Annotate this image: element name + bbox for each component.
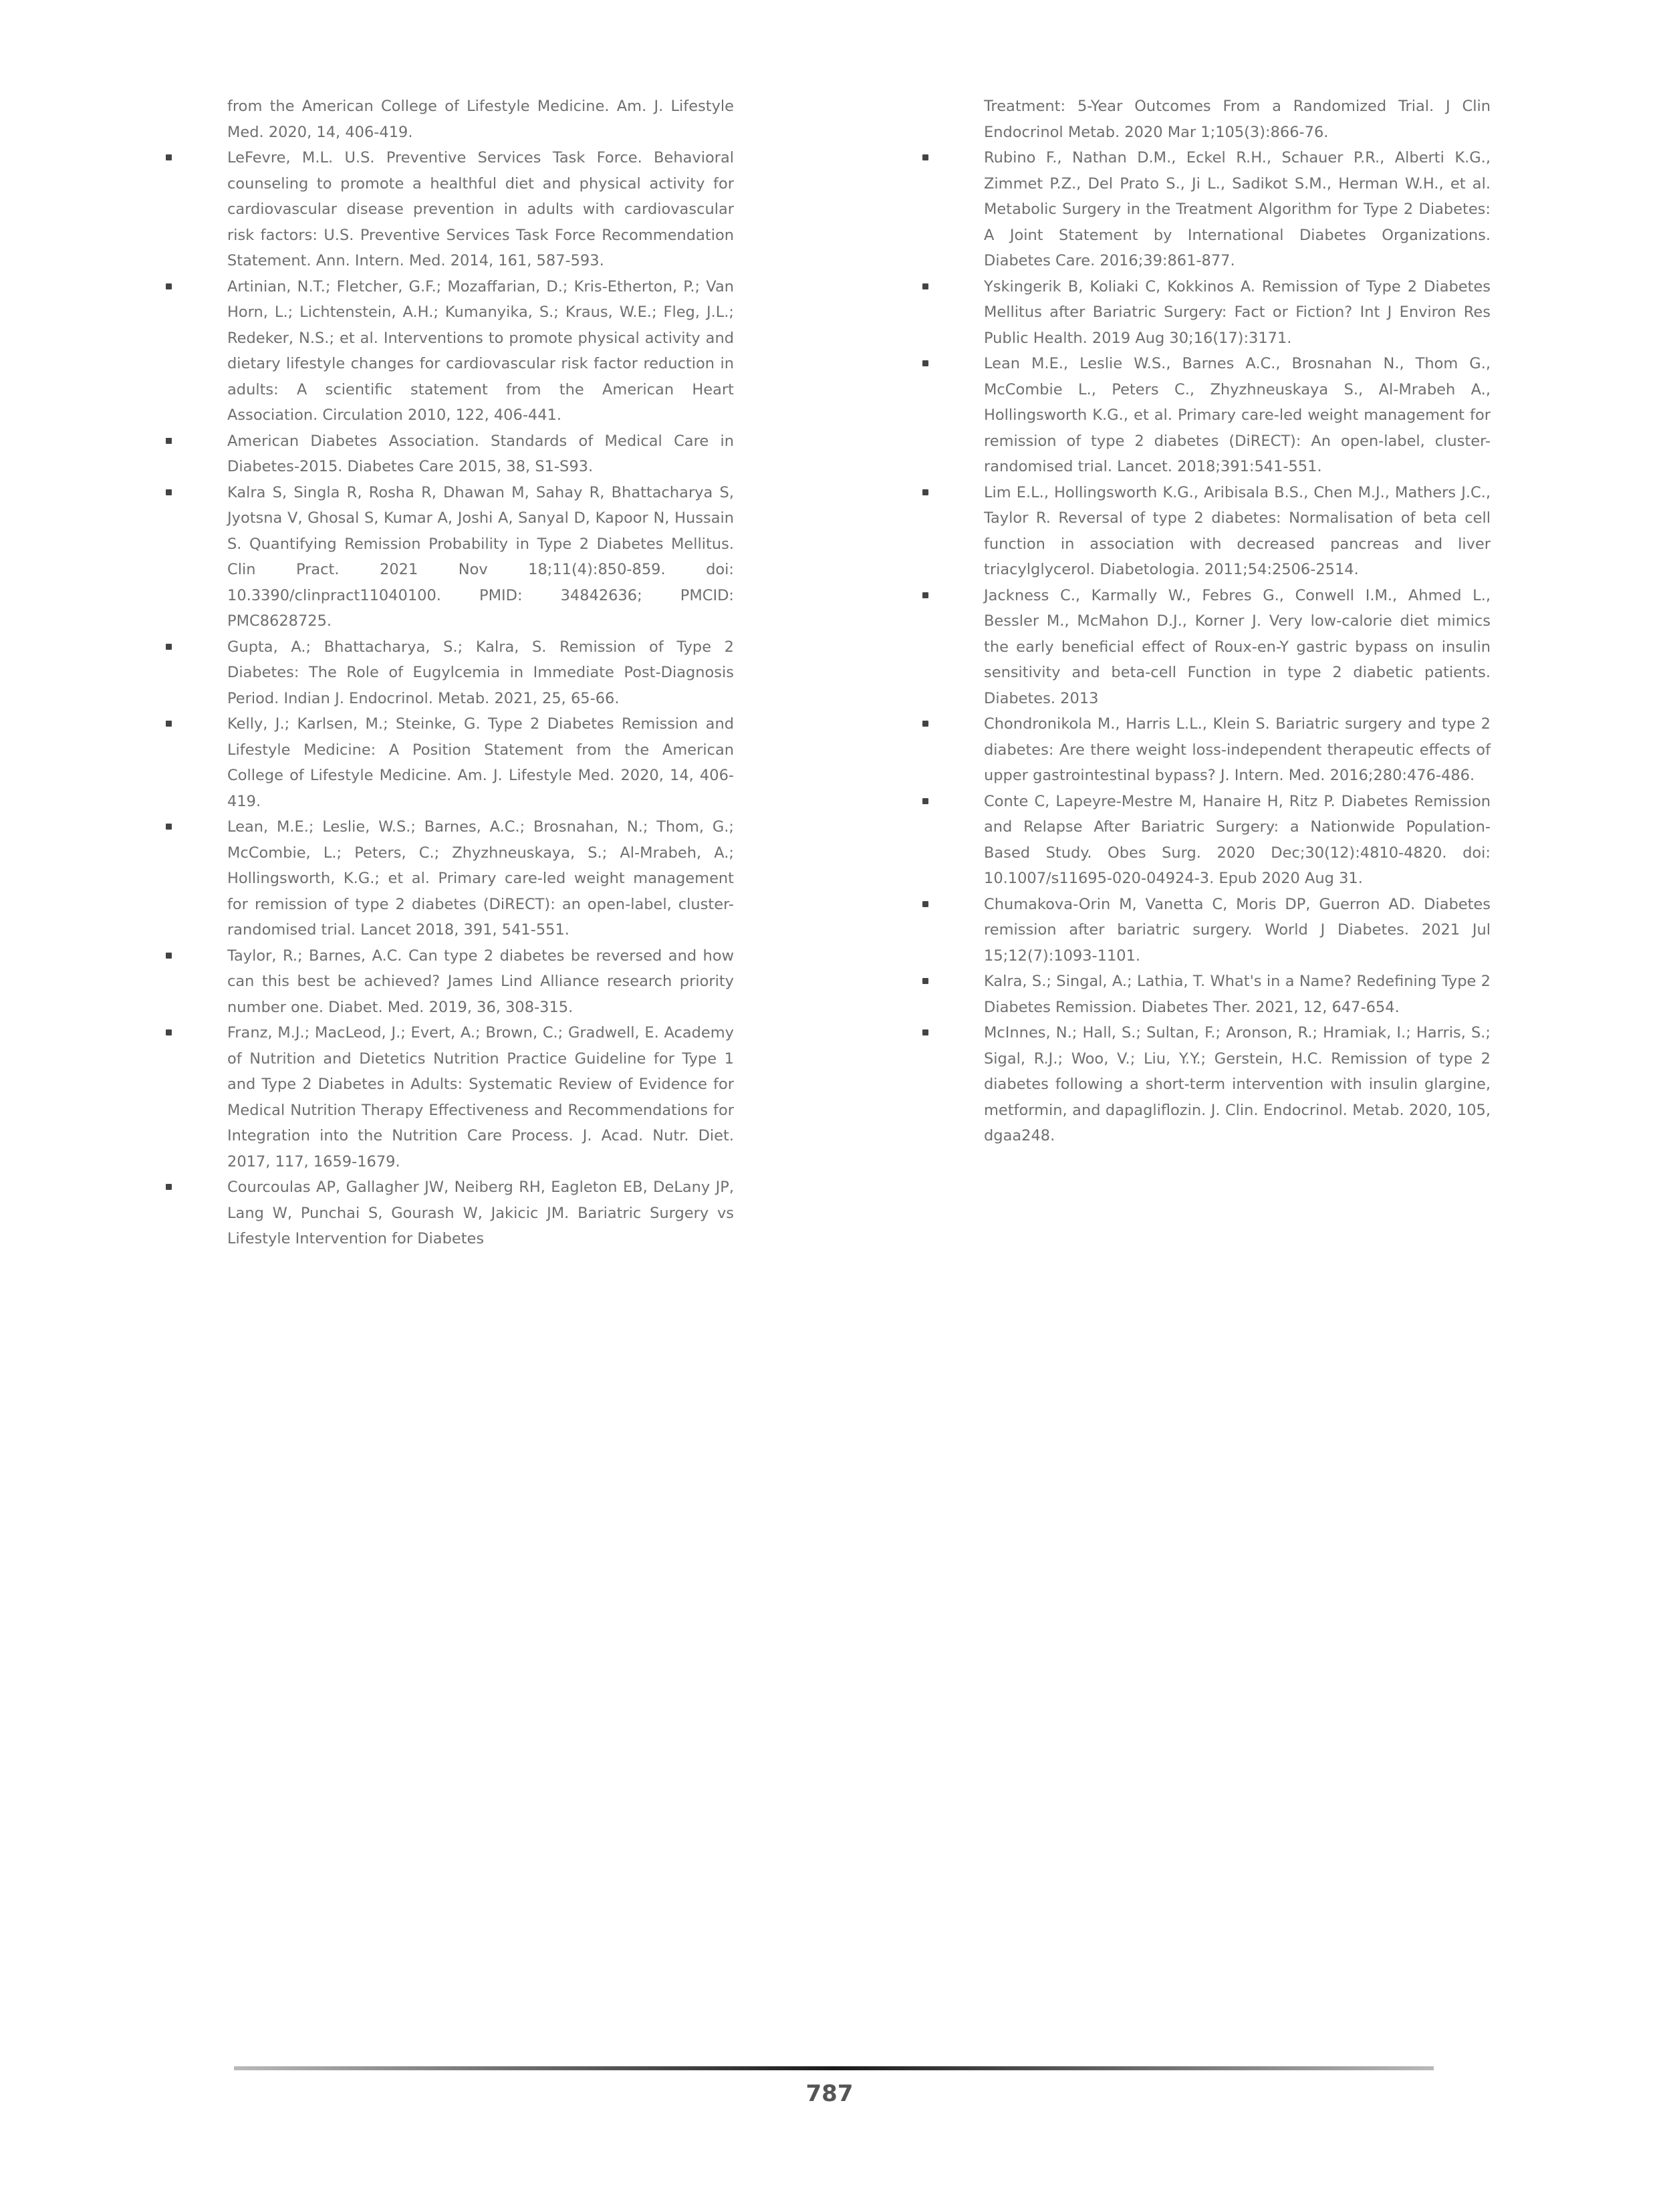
reference-item: [166, 711, 734, 814]
reference-text: Conte C, Lapeyre-Mestre M, Hanaire H, Ritz P. Diabetes Remission and Relapse After Bariatric Surgery: a Nationwide Population-Based Study. Obes Surg. 2020 Dec;30(12):4810-4820. doi: 10.1007/s11695-020-04924-3. Epub 2020 Aug 31.: [984, 792, 1491, 887]
reference-item: [166, 943, 734, 1021]
footer-divider: [234, 2066, 1434, 2070]
reference-text: Lean, M.E.; Leslie, W.S.; Barnes, A.C.; Brosnahan, N.; Thom, G.; McCombie, L.; Peters, C.; Zhyzhneuskaya, S.; Al-Mrabeh, A.; Hollingsworth, K.G.; et al. Primary care-led weight management for remission of type 2 diabetes (DiRECT): an open-label, cluster-randomised trial. Lancet 2018, 391, 541-551.: [227, 818, 734, 939]
reference-text: Lim E.L., Hollingsworth K.G., Aribisala B.S., Chen M.J., Mathers J.C., Taylor R. Reversal of type 2 diabetes: Normalisation of beta cell function in association with decreased pancreas and liver triacylglycerol. Diabetologia. 2011;54:2506-2514.: [984, 483, 1491, 578]
reference-item: [922, 583, 1491, 712]
reference-item: [166, 94, 734, 145]
bullet-icon: [922, 489, 928, 495]
reference-text: Taylor, R.; Barnes, A.C. Can type 2 diabetes be reversed and how can this best be achieved? James Lind Alliance research priority number one. Diabet. Med. 2019, 36, 308-315.: [227, 947, 734, 1016]
reference-item: [922, 145, 1491, 274]
reference-item: [166, 145, 734, 274]
bullet-icon: [922, 360, 928, 366]
bullet-icon: [166, 1029, 172, 1035]
reference-text: Gupta, A.; Bhattacharya, S.; Kalra, S. Remission of Type 2 Diabetes: The Role of Eugylcemia in Immediate Post-Diagnosis Period. Indian J. Endocrinol. Metab. 2021, 25, 65-66.: [227, 638, 734, 707]
reference-item: [166, 480, 734, 634]
reference-item: [166, 1020, 734, 1175]
bullet-icon: [922, 1029, 928, 1035]
reference-text: Treatment: 5-Year Outcomes From a Randomized Trial. J Clin Endocrinol Metab. 2020 Mar 1;105(3):866-76.: [984, 98, 1491, 141]
reference-item: [166, 814, 734, 943]
reference-text: Chondronikola M., Harris L.L., Klein S. Bariatric surgery and type 2 diabetes: Are there weight loss-independent therapeutic effects of upper gastrointestinal bypass? J. Intern. Med. 2016;280:476-486.: [984, 715, 1491, 784]
bullet-icon: [166, 721, 172, 727]
bullet-icon: [922, 798, 928, 804]
reference-text: Artinian, N.T.; Fletcher, G.F.; Mozaffarian, D.; Kris-Etherton, P.; Van Horn, L.; Lichtenstein, A.H.; Kumanyika, S.; Kraus, W.E.; Fleg, J.L.; Redeker, N.S.; et al. Interventions to promote physical activity and dietary lifestyle changes for cardiovascular risk factor reduction in adults: A scientific statement from the American Heart Association. Circulation 2010, 122, 406-441.: [227, 277, 734, 424]
reference-item: [922, 969, 1491, 1020]
reference-text: Kalra S, Singla R, Rosha R, Dhawan M, Sahay R, Bhattacharya S, Jyotsna V, Ghosal S, Kumar A, Joshi A, Sanyal D, Kapoor N, Hussain S. Quantifying Remission Probability in Type 2 Diabetes Mellitus. Clin Pract. 2021 Nov 18;11(4):850-859. doi: 10.3390/clinpract11040100. PMID: 34842636; PMCID: PMC8628725.: [227, 483, 734, 630]
reference-item: [166, 634, 734, 712]
reference-item: [922, 351, 1491, 480]
bullet-icon: [922, 978, 928, 984]
references-column-left: [166, 94, 734, 1252]
reference-item: [922, 1020, 1491, 1149]
bullet-icon: [166, 154, 172, 160]
bullet-icon: [166, 283, 172, 289]
reference-text: Kelly, J.; Karlsen, M.; Steinke, G. Type 2 Diabetes Remission and Lifestyle Medicine: A Position Statement from the American College of Lifestyle Medicine. Am. J. Lifestyle Med. 2020, 14, 406-419.: [227, 715, 734, 810]
reference-item: [166, 428, 734, 480]
reference-text: American Diabetes Association. Standards of Medical Care in Diabetes-2015. Diabetes Care 2015, 38, S1-S93.: [227, 432, 734, 475]
bullet-icon: [922, 592, 928, 598]
bullet-icon: [166, 489, 172, 495]
reference-item: [922, 789, 1491, 892]
bullet-icon: [922, 154, 928, 160]
references-column-right: [922, 94, 1491, 1149]
reference-text: Lean M.E., Leslie W.S., Barnes A.C., Brosnahan N., Thom G., McCombie L., Peters C., Zhyzhneuskaya S., Al-Mrabeh A., Hollingsworth K.G., et al. Primary care-led weight management for remission of type 2 diabetes (DiRECT): An open-label, cluster-randomised trial. Lancet. 2018;391:541-551.: [984, 355, 1491, 475]
reference-text: McInnes, N.; Hall, S.; Sultan, F.; Aronson, R.; Hramiak, I.; Harris, S.; Sigal, R.J.; Woo, V.; Liu, Y.Y.; Gerstein, H.C. Remission of type 2 diabetes following a short-term intervention with insulin glargine, metformin, and dapagliflozin. J. Clin. Endocrinol. Metab. 2020, 105, dgaa248.: [984, 1024, 1491, 1144]
reference-text: LeFevre, M.L. U.S. Preventive Services Task Force. Behavioral counseling to promote a healthful diet and physical activity for cardiovascular disease prevention in adults with cardiovascular risk factors: U.S. Preventive Services Task Force Recommendation Statement. Ann. Intern. Med. 2014, 161, 587-593.: [227, 149, 734, 269]
reference-text: Kalra, S.; Singal, A.; Lathia, T. What's in a Name? Redefining Type 2 Diabetes Remission. Diabetes Ther. 2021, 12, 647-654.: [984, 973, 1491, 1016]
bullet-icon: [922, 901, 928, 907]
bullet-icon: [922, 721, 928, 727]
bullet-icon: [166, 953, 172, 959]
reference-item: [166, 274, 734, 428]
page-number: 787: [805, 2080, 854, 2107]
reference-text: Yskingerik B, Koliaki C, Kokkinos A. Remission of Type 2 Diabetes Mellitus after Bariatric Surgery: Fact or Fiction? Int J Environ Res Public Health. 2019 Aug 30;16(17):3171.: [984, 277, 1491, 347]
reference-text: Jackness C., Karmally W., Febres G., Conwell I.M., Ahmed L., Bessler M., McMahon D.J., Korner J. Very low-calorie diet mimics the early beneficial effect of Roux-en-Y gastric bypass on insulin sensitivity and beta-cell Function in type 2 diabetic patients. Diabetes. 2013: [984, 586, 1491, 707]
reference-item: [166, 1175, 734, 1252]
reference-text: Chumakova-Orin M, Vanetta C, Moris DP, Guerron AD. Diabetes remission after bariatric surgery. World J Diabetes. 2021 Jul 15;12(7):1093-1101.: [984, 895, 1491, 965]
reference-item: [922, 94, 1491, 145]
reference-item: [922, 892, 1491, 969]
reference-item: [922, 711, 1491, 789]
bullet-icon: [922, 283, 928, 289]
bullet-icon: [166, 438, 172, 444]
reference-item: [922, 480, 1491, 583]
reference-text: Courcoulas AP, Gallagher JW, Neiberg RH, Eagleton EB, DeLany JP, Lang W, Punchai S, Gourash W, Jakicic JM. Bariatric Surgery vs Lifestyle Intervention for Diabetes: [227, 1179, 734, 1247]
reference-item: [922, 274, 1491, 352]
bullet-icon: [166, 1184, 172, 1190]
reference-text: Rubino F., Nathan D.M., Eckel R.H., Schauer P.R., Alberti K.G., Zimmet P.Z., Del Prato S., Ji L., Sadikot S.M., Herman W.H., et al. Metabolic Surgery in the Treatment Algorithm for Type 2 Diabetes: A Joint Statement by International Diabetes Organizations. Diabetes Care. 2016;39:861-877.: [984, 149, 1491, 269]
bullet-icon: [166, 824, 172, 830]
bullet-icon: [166, 644, 172, 650]
reference-text: Franz, M.J.; MacLeod, J.; Evert, A.; Brown, C.; Gradwell, E. Academy of Nutrition and Dietetics Nutrition Practice Guideline for Type 1 and Type 2 Diabetes in Adults: Systematic Review of Evidence for Medical Nutrition Therapy Effectiveness and Recommendations for Integration into the Nutrition Care Process. J. Acad. Nutr. Diet. 2017, 117, 1659-1679.: [227, 1024, 734, 1171]
reference-text: from the American College of Lifestyle Medicine. Am. J. Lifestyle Med. 2020, 14, 406-419.: [227, 98, 734, 141]
